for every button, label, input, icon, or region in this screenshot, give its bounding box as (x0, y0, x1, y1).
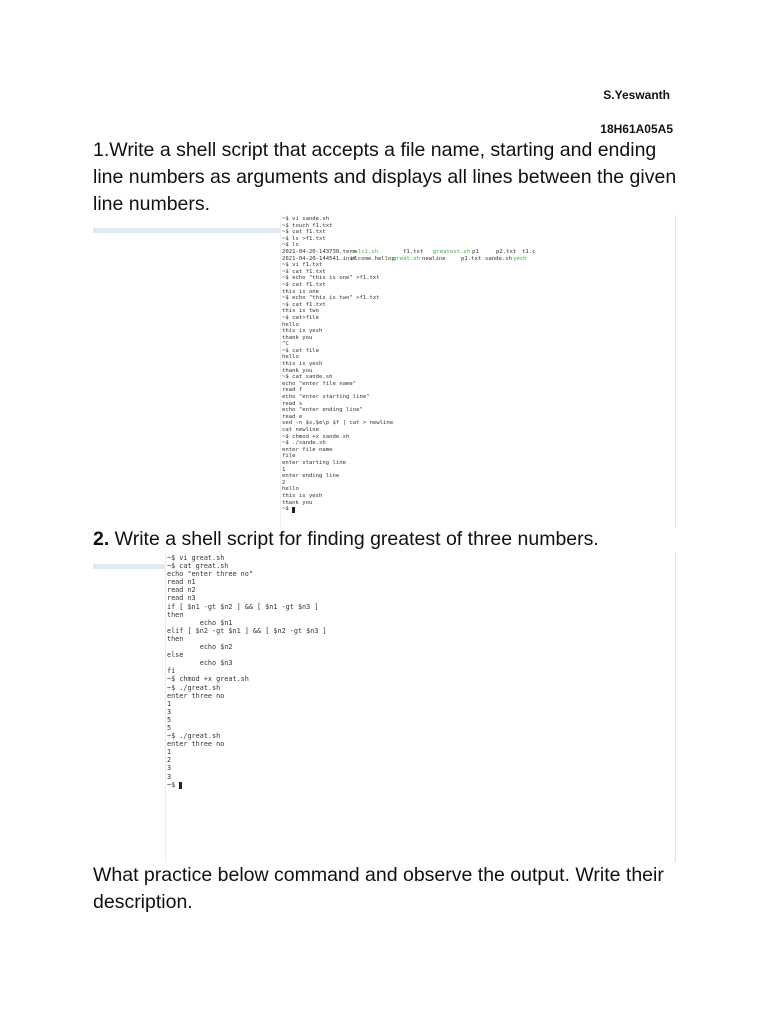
terminal-line: then (167, 634, 184, 643)
terminal-line: ~$ ls >f1.txt (282, 235, 326, 242)
selection-bar (93, 564, 166, 569)
terminal-line: enter ending line (282, 473, 340, 480)
terminal-line: ~$ vi f1.txt (282, 262, 323, 269)
terminal-line: echo "enter ending line" (282, 407, 363, 414)
ls-entry: p1.txt (461, 255, 482, 262)
terminal-line: file (282, 453, 296, 460)
terminal-output-1 (282, 216, 667, 513)
terminal-prompt-line (282, 506, 667, 513)
terminal-line: hello (282, 321, 299, 328)
terminal-line: this is yesh (282, 328, 323, 335)
terminal-line: enter three no (167, 740, 225, 749)
terminal-line: ~$ cat f1.txt (282, 229, 326, 236)
ls-entry: sande.sh (485, 255, 512, 262)
question-3: What practice below command and observe the output. Write their description. (93, 864, 664, 913)
terminal-line: cat newline (282, 427, 320, 433)
terminal-line: read f (282, 387, 303, 394)
ls-entry: newline (422, 255, 446, 262)
terminal-line: ~$ echo "this is one" >f1.txt (282, 275, 380, 282)
terminal-line: ~$ cat file (282, 347, 320, 354)
terminal-line: fi (167, 667, 176, 676)
terminal-line: ~$ echo "this is two" >f1.txt (282, 295, 380, 302)
terminal-line: echo $n1 (167, 618, 233, 627)
terminal-line: echo $n3 (167, 659, 233, 668)
ls-entry: 2021-04-20-143730.term (282, 248, 357, 255)
terminal-output-2 (167, 554, 587, 789)
terminal-line: thank you (282, 499, 313, 506)
terminal-line: ^C (282, 341, 289, 348)
terminal-line: then (167, 610, 184, 619)
terminal-line: read n2 (167, 586, 196, 595)
ls-entry: t1.c (522, 248, 536, 255)
terminal-line: hello (282, 486, 299, 493)
terminal-line: thank you (282, 334, 313, 341)
terminal-screenshot-2 (93, 553, 676, 862)
ls-entry: 2021-04-20-144541.init (282, 255, 357, 262)
terminal-line: echo "enter file name" (282, 380, 357, 387)
terminal-line: else (167, 651, 184, 660)
terminal-line: hello (282, 354, 299, 361)
terminal-line: ~$ chmod +x sande.sh (282, 433, 350, 440)
ls-entry: elcome.hellop (351, 255, 395, 262)
ls-output-row (282, 249, 667, 256)
terminal-line: this is one (282, 288, 320, 295)
terminal-prompt-line (167, 781, 587, 789)
question-2-number: 2. (93, 528, 110, 550)
terminal-line: enter file name (282, 446, 333, 453)
terminal-line: read n3 (167, 594, 196, 603)
terminal-line: 1 (167, 748, 172, 757)
terminal-line: ~$ cat f1.txt (282, 268, 326, 275)
terminal-line: ~$ cat sande.sh (282, 374, 333, 381)
terminal-line: echo "enter three no" (167, 570, 253, 579)
ls-entry: great.sh (393, 255, 420, 262)
roll-number: 18H61A05A5 (600, 122, 673, 136)
terminal-line: thank you (282, 367, 313, 374)
terminal-line: if [ $n1 -gt $n2 ] && [ $n1 -gt $n3 ] (167, 602, 319, 611)
ls-entry: greatest.sh (433, 248, 471, 255)
terminal-line: this is two (282, 308, 320, 315)
terminal-line: 3 (167, 707, 172, 716)
terminal-line: ~$ cat great.sh (167, 562, 229, 571)
terminal-line: ~$ cat>file (282, 314, 320, 321)
terminal-line: 2 (282, 479, 286, 486)
panel-divider (280, 215, 281, 527)
terminal-cursor (292, 507, 295, 513)
question-2-text: Write a shell script for finding greatest of three numbers. (109, 528, 599, 550)
terminal-line: 3 (167, 772, 172, 781)
terminal-line: 3 (167, 764, 172, 773)
terminal-line: ~$ vi sande.sh (282, 216, 330, 222)
terminal-line: 1 (167, 699, 172, 708)
terminal-cursor (179, 782, 182, 789)
ls-entry: p1 (472, 248, 479, 255)
ls-entry: f1.txt (403, 248, 424, 255)
terminal-line: read s (282, 400, 303, 407)
ls-entry: calc1.sh (351, 248, 378, 255)
terminal-line: ~$ chmod +x great.sh (167, 675, 249, 684)
terminal-line: ~$ ./sande.sh (282, 440, 326, 447)
terminal-line: ~$ touch f1.txt (282, 222, 333, 229)
terminal-line: 5 (167, 723, 172, 732)
terminal-line: 1 (282, 466, 286, 473)
terminal-line: echo $n2 (167, 643, 233, 652)
terminal-line: echo "enter starting line" (282, 394, 370, 401)
terminal-line: enter starting line (282, 459, 346, 466)
panel-divider (165, 553, 166, 862)
ls-entry: yesh (513, 255, 527, 262)
terminal-prompt: ~$ (167, 780, 180, 789)
ls-entry: p2.txt (496, 248, 517, 255)
terminal-line: 5 (167, 715, 172, 724)
author-name: S.Yeswanth (603, 88, 670, 102)
terminal-line: sed -n $s,$e\p $f | cat > newline (282, 420, 394, 427)
terminal-line: read n1 (167, 578, 196, 587)
terminal-prompt: ~$ (282, 506, 293, 513)
terminal-line: enter three no (167, 691, 225, 700)
terminal-line: ~$ vi great.sh (167, 554, 225, 562)
ls-output-row (282, 256, 667, 263)
terminal-line: ~$ cat f1.txt (282, 281, 326, 288)
terminal-line: ~$ ./great.sh (167, 732, 221, 741)
question-2 (93, 526, 693, 553)
terminal-line: this is yesh (282, 361, 323, 368)
question-1: 1.Write a shell script that accepts a file name, starting and ending line numbers as arguments and displays all lines between the given line numbers. (93, 139, 677, 215)
terminal-line: read e (282, 413, 303, 420)
terminal-line: elif [ $n2 -gt $n1 ] && [ $n2 -gt $n3 ] (167, 626, 327, 635)
terminal-line: 2 (167, 756, 172, 765)
selection-bar (93, 228, 281, 233)
terminal-line: ~$ ls (282, 242, 299, 249)
terminal-line: this is yesh (282, 492, 323, 499)
terminal-line: ~$ ./great.sh (167, 683, 221, 692)
terminal-line: ~$ cat f1.txt (282, 301, 326, 308)
terminal-screenshot-1 (93, 215, 676, 527)
